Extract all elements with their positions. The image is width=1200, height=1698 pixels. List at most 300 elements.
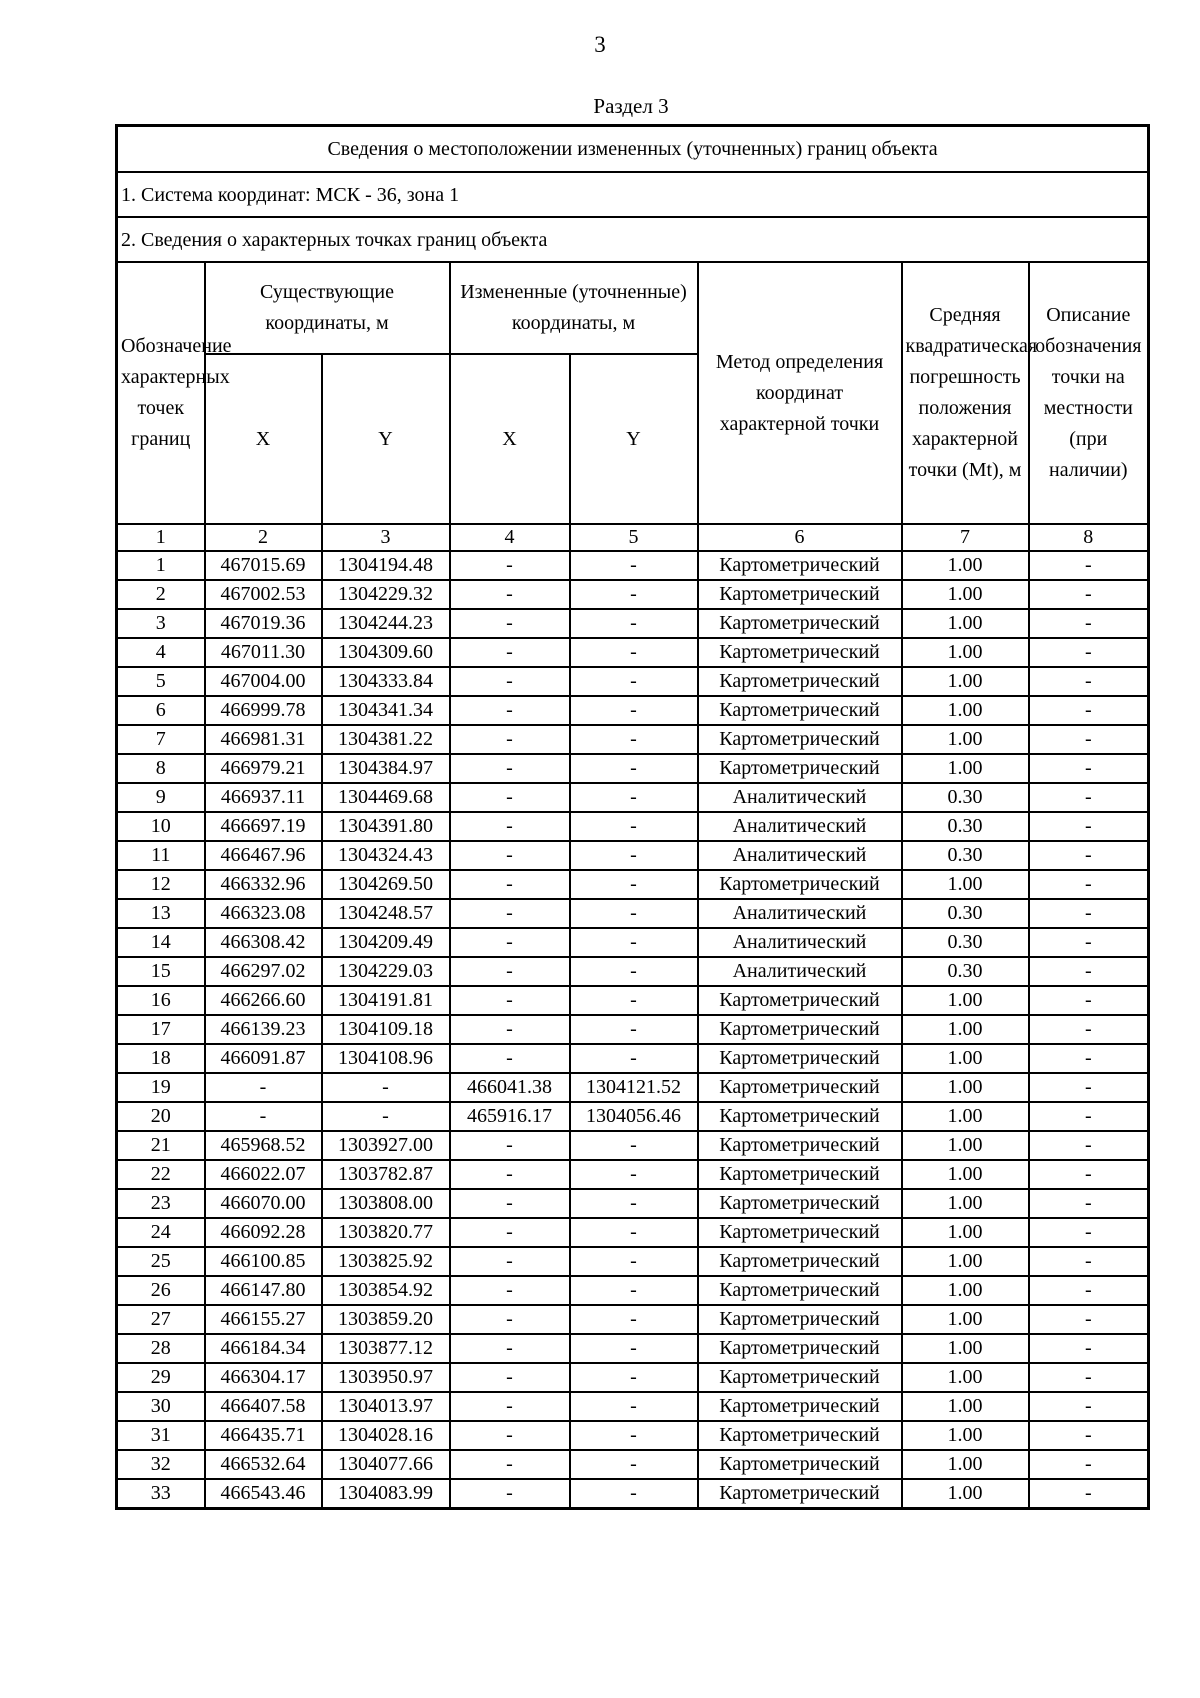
method-cell: Картометрический <box>698 1247 902 1276</box>
description-cell: - <box>1029 638 1149 667</box>
error-cell: 1.00 <box>902 1015 1029 1044</box>
method-cell: Картометрический <box>698 1363 902 1392</box>
point-number-cell: 33 <box>117 1479 205 1509</box>
existing-y-cell: 1304384.97 <box>322 754 450 783</box>
existing-y-cell: 1304309.60 <box>322 638 450 667</box>
table-title: Сведения о местоположении измененных (уточненных) границ объекта <box>117 126 1149 173</box>
existing-y-cell: 1304108.96 <box>322 1044 450 1073</box>
error-cell: 1.00 <box>902 1160 1029 1189</box>
changed-x-cell: - <box>450 1218 570 1247</box>
table-row <box>117 1450 1149 1479</box>
column-number: 6 <box>698 524 902 551</box>
existing-x-cell: 466323.08 <box>205 899 322 928</box>
description-cell: - <box>1029 1450 1149 1479</box>
description-cell: - <box>1029 899 1149 928</box>
existing-x-cell: 466937.11 <box>205 783 322 812</box>
existing-y-cell: 1304229.32 <box>322 580 450 609</box>
existing-y-cell: 1303825.92 <box>322 1247 450 1276</box>
table-row <box>117 1160 1149 1189</box>
changed-y-cell: - <box>570 986 698 1015</box>
method-cell: Картометрический <box>698 1189 902 1218</box>
table-row <box>117 928 1149 957</box>
method-cell: Картометрический <box>698 696 902 725</box>
existing-y-cell: 1303782.87 <box>322 1160 450 1189</box>
existing-x-cell: 466543.46 <box>205 1479 322 1509</box>
table-row <box>117 667 1149 696</box>
header-changed-x: X <box>450 354 570 524</box>
error-cell: 1.00 <box>902 1479 1029 1509</box>
header-method: Метод определения координат характерной точки <box>698 262 902 524</box>
changed-x-cell: - <box>450 725 570 754</box>
header-existing-y: Y <box>322 354 450 524</box>
changed-y-cell: - <box>570 870 698 899</box>
method-cell: Картометрический <box>698 609 902 638</box>
point-number-cell: 3 <box>117 609 205 638</box>
changed-x-cell: - <box>450 1015 570 1044</box>
error-cell: 1.00 <box>902 1450 1029 1479</box>
point-number-cell: 5 <box>117 667 205 696</box>
changed-y-cell: 1304056.46 <box>570 1102 698 1131</box>
description-cell: - <box>1029 1189 1149 1218</box>
method-cell: Картометрический <box>698 1044 902 1073</box>
changed-x-cell: - <box>450 1044 570 1073</box>
changed-x-cell: - <box>450 580 570 609</box>
table-row <box>117 957 1149 986</box>
changed-y-cell: 1304121.52 <box>570 1073 698 1102</box>
method-cell: Картометрический <box>698 580 902 609</box>
existing-x-cell: 466297.02 <box>205 957 322 986</box>
existing-x-cell: 467011.30 <box>205 638 322 667</box>
header-description: Описание обозначения точки на местности (при наличии) <box>1029 262 1149 524</box>
point-number-cell: 24 <box>117 1218 205 1247</box>
existing-x-cell: - <box>205 1073 322 1102</box>
method-cell: Картометрический <box>698 1421 902 1450</box>
table-row <box>117 725 1149 754</box>
changed-y-cell: - <box>570 812 698 841</box>
changed-x-cell: - <box>450 1160 570 1189</box>
changed-x-cell: - <box>450 1392 570 1421</box>
error-cell: 1.00 <box>902 1131 1029 1160</box>
existing-y-cell: 1304194.48 <box>322 551 450 580</box>
table-row <box>117 841 1149 870</box>
existing-y-cell: 1303820.77 <box>322 1218 450 1247</box>
table-row <box>117 1131 1149 1160</box>
error-cell: 1.00 <box>902 551 1029 580</box>
error-cell: 1.00 <box>902 609 1029 638</box>
point-number-cell: 2 <box>117 580 205 609</box>
column-numbers-row <box>117 524 1149 551</box>
error-cell: 1.00 <box>902 1247 1029 1276</box>
description-cell: - <box>1029 580 1149 609</box>
point-number-cell: 6 <box>117 696 205 725</box>
table-row <box>117 1421 1149 1450</box>
changed-y-cell: - <box>570 725 698 754</box>
changed-y-cell: - <box>570 1276 698 1305</box>
description-cell: - <box>1029 957 1149 986</box>
existing-x-cell: 466332.96 <box>205 870 322 899</box>
table-row <box>117 1189 1149 1218</box>
existing-x-cell: 466304.17 <box>205 1363 322 1392</box>
description-cell: - <box>1029 812 1149 841</box>
existing-y-cell: 1304381.22 <box>322 725 450 754</box>
changed-y-cell: - <box>570 580 698 609</box>
table-row <box>117 870 1149 899</box>
existing-y-cell: 1304269.50 <box>322 870 450 899</box>
changed-x-cell: - <box>450 899 570 928</box>
existing-x-cell: 467015.69 <box>205 551 322 580</box>
table-row <box>117 783 1149 812</box>
point-number-cell: 30 <box>117 1392 205 1421</box>
table-row <box>117 580 1149 609</box>
changed-x-cell: - <box>450 754 570 783</box>
table-row <box>117 754 1149 783</box>
existing-y-cell: 1304333.84 <box>322 667 450 696</box>
coordinate-system: 1. Система координат: МСК - 36, зона 1 <box>117 172 1149 217</box>
existing-y-cell: 1303927.00 <box>322 1131 450 1160</box>
header-existing-x: X <box>205 354 322 524</box>
description-cell: - <box>1029 1102 1149 1131</box>
existing-y-cell: 1304341.34 <box>322 696 450 725</box>
error-cell: 1.00 <box>902 725 1029 754</box>
error-cell: 1.00 <box>902 1421 1029 1450</box>
changed-y-cell: - <box>570 928 698 957</box>
changed-x-cell: - <box>450 1421 570 1450</box>
point-number-cell: 20 <box>117 1102 205 1131</box>
changed-y-cell: - <box>570 1392 698 1421</box>
method-cell: Картометрический <box>698 1450 902 1479</box>
data-rows <box>117 551 1149 1509</box>
point-number-cell: 22 <box>117 1160 205 1189</box>
method-cell: Картометрический <box>698 1073 902 1102</box>
page-number: 3 <box>594 32 606 57</box>
description-cell: - <box>1029 928 1149 957</box>
method-cell: Картометрический <box>698 551 902 580</box>
error-cell: 0.30 <box>902 899 1029 928</box>
existing-y-cell: 1303859.20 <box>322 1305 450 1334</box>
description-cell: - <box>1029 1363 1149 1392</box>
column-number: 2 <box>205 524 322 551</box>
method-cell: Картометрический <box>698 986 902 1015</box>
existing-x-cell: 466070.00 <box>205 1189 322 1218</box>
error-cell: 0.30 <box>902 957 1029 986</box>
error-cell: 1.00 <box>902 667 1029 696</box>
existing-y-cell: 1304248.57 <box>322 899 450 928</box>
point-number-cell: 8 <box>117 754 205 783</box>
existing-x-cell: 466092.28 <box>205 1218 322 1247</box>
point-number-cell: 16 <box>117 986 205 1015</box>
existing-x-cell: 466308.42 <box>205 928 322 957</box>
point-number-cell: 19 <box>117 1073 205 1102</box>
point-number-cell: 13 <box>117 899 205 928</box>
changed-y-cell: - <box>570 1160 698 1189</box>
method-cell: Картометрический <box>698 1276 902 1305</box>
description-cell: - <box>1029 1392 1149 1421</box>
existing-x-cell: 466532.64 <box>205 1450 322 1479</box>
description-cell: - <box>1029 725 1149 754</box>
description-cell: - <box>1029 1305 1149 1334</box>
description-cell: - <box>1029 1218 1149 1247</box>
point-number-cell: 27 <box>117 1305 205 1334</box>
changed-y-cell: - <box>570 1189 698 1218</box>
point-number-cell: 10 <box>117 812 205 841</box>
method-cell: Картометрический <box>698 1160 902 1189</box>
point-number-cell: 4 <box>117 638 205 667</box>
method-cell: Картометрический <box>698 754 902 783</box>
existing-x-cell: - <box>205 1102 322 1131</box>
existing-y-cell: 1304324.43 <box>322 841 450 870</box>
changed-x-cell: - <box>450 928 570 957</box>
changed-x-cell: - <box>450 1189 570 1218</box>
error-cell: 0.30 <box>902 812 1029 841</box>
description-cell: - <box>1029 1421 1149 1450</box>
point-number-cell: 29 <box>117 1363 205 1392</box>
point-number-cell: 21 <box>117 1131 205 1160</box>
description-cell: - <box>1029 1276 1149 1305</box>
point-number-cell: 25 <box>117 1247 205 1276</box>
existing-y-cell: 1304391.80 <box>322 812 450 841</box>
table-row <box>117 1218 1149 1247</box>
changed-y-cell: - <box>570 1479 698 1509</box>
existing-y-cell: 1304191.81 <box>322 986 450 1015</box>
existing-y-cell: 1304244.23 <box>322 609 450 638</box>
method-cell: Картометрический <box>698 638 902 667</box>
method-cell: Аналитический <box>698 812 902 841</box>
existing-y-cell: 1304469.68 <box>322 783 450 812</box>
table-row <box>117 1073 1149 1102</box>
error-cell: 1.00 <box>902 1189 1029 1218</box>
method-cell: Картометрический <box>698 667 902 696</box>
description-cell: - <box>1029 667 1149 696</box>
point-number-cell: 9 <box>117 783 205 812</box>
changed-x-cell: - <box>450 957 570 986</box>
method-cell: Картометрический <box>698 725 902 754</box>
existing-x-cell: 467019.36 <box>205 609 322 638</box>
table-row <box>117 986 1149 1015</box>
description-cell: - <box>1029 1247 1149 1276</box>
method-cell: Аналитический <box>698 899 902 928</box>
error-cell: 1.00 <box>902 1276 1029 1305</box>
existing-x-cell: 466467.96 <box>205 841 322 870</box>
changed-x-cell: - <box>450 1450 570 1479</box>
changed-y-cell: - <box>570 609 698 638</box>
table-row <box>117 1276 1149 1305</box>
existing-y-cell: 1304229.03 <box>322 957 450 986</box>
changed-x-cell: - <box>450 551 570 580</box>
changed-x-cell: 465916.17 <box>450 1102 570 1131</box>
existing-y-cell: 1304209.49 <box>322 928 450 957</box>
description-cell: - <box>1029 783 1149 812</box>
changed-y-cell: - <box>570 1044 698 1073</box>
error-cell: 1.00 <box>902 1363 1029 1392</box>
boundary-points-table <box>115 124 1150 1510</box>
method-cell: Картометрический <box>698 1015 902 1044</box>
point-number-cell: 17 <box>117 1015 205 1044</box>
error-cell: 1.00 <box>902 1218 1029 1247</box>
header-designation: Обозначение характерных точек границ <box>117 262 205 524</box>
point-number-cell: 7 <box>117 725 205 754</box>
table-row <box>117 1363 1149 1392</box>
existing-y-cell: 1303950.97 <box>322 1363 450 1392</box>
changed-y-cell: - <box>570 667 698 696</box>
changed-y-cell: - <box>570 1450 698 1479</box>
error-cell: 1.00 <box>902 1044 1029 1073</box>
existing-x-cell: 466979.21 <box>205 754 322 783</box>
point-number-cell: 31 <box>117 1421 205 1450</box>
existing-y-cell: 1303877.12 <box>322 1334 450 1363</box>
error-cell: 1.00 <box>902 986 1029 1015</box>
changed-y-cell: - <box>570 841 698 870</box>
table-row <box>117 1334 1149 1363</box>
table-row <box>117 1044 1149 1073</box>
changed-y-cell: - <box>570 783 698 812</box>
changed-y-cell: - <box>570 1421 698 1450</box>
existing-y-cell: 1304109.18 <box>322 1015 450 1044</box>
method-cell: Картометрический <box>698 1218 902 1247</box>
description-cell: - <box>1029 696 1149 725</box>
changed-x-cell: - <box>450 638 570 667</box>
changed-x-cell: - <box>450 841 570 870</box>
existing-x-cell: 466407.58 <box>205 1392 322 1421</box>
table-row <box>117 1305 1149 1334</box>
column-number: 7 <box>902 524 1029 551</box>
existing-y-cell: - <box>322 1073 450 1102</box>
description-cell: - <box>1029 1334 1149 1363</box>
description-cell: - <box>1029 841 1149 870</box>
existing-y-cell: 1303808.00 <box>322 1189 450 1218</box>
changed-x-cell: - <box>450 1479 570 1509</box>
point-number-cell: 23 <box>117 1189 205 1218</box>
description-cell: - <box>1029 986 1149 1015</box>
error-cell: 1.00 <box>902 580 1029 609</box>
error-cell: 1.00 <box>902 1334 1029 1363</box>
existing-x-cell: 466155.27 <box>205 1305 322 1334</box>
changed-y-cell: - <box>570 1305 698 1334</box>
existing-y-cell: 1304013.97 <box>322 1392 450 1421</box>
table-row <box>117 1015 1149 1044</box>
column-number: 5 <box>570 524 698 551</box>
method-cell: Картометрический <box>698 1131 902 1160</box>
existing-x-cell: 466147.80 <box>205 1276 322 1305</box>
existing-y-cell: - <box>322 1102 450 1131</box>
changed-y-cell: - <box>570 1218 698 1247</box>
table-row <box>117 551 1149 580</box>
changed-x-cell: 466041.38 <box>450 1073 570 1102</box>
description-cell: - <box>1029 1479 1149 1509</box>
changed-y-cell: - <box>570 1247 698 1276</box>
table-row <box>117 899 1149 928</box>
changed-x-cell: - <box>450 1131 570 1160</box>
existing-x-cell: 466139.23 <box>205 1015 322 1044</box>
existing-x-cell: 466697.19 <box>205 812 322 841</box>
header-changed-coordinates: Измененные (уточненные) координаты, м <box>450 262 698 354</box>
changed-x-cell: - <box>450 870 570 899</box>
changed-y-cell: - <box>570 638 698 667</box>
table-row <box>117 1479 1149 1509</box>
method-cell: Аналитический <box>698 928 902 957</box>
error-cell: 1.00 <box>902 1305 1029 1334</box>
method-cell: Картометрический <box>698 1479 902 1509</box>
section-title: Раздел 3 <box>593 94 669 118</box>
existing-x-cell: 467004.00 <box>205 667 322 696</box>
changed-y-cell: - <box>570 1334 698 1363</box>
column-number: 8 <box>1029 524 1149 551</box>
changed-x-cell: - <box>450 667 570 696</box>
existing-x-cell: 465968.52 <box>205 1131 322 1160</box>
description-cell: - <box>1029 754 1149 783</box>
existing-x-cell: 466981.31 <box>205 725 322 754</box>
description-cell: - <box>1029 551 1149 580</box>
points-heading: 2. Сведения о характерных точках границ объекта <box>117 217 1149 262</box>
table-row <box>117 609 1149 638</box>
changed-x-cell: - <box>450 1334 570 1363</box>
description-cell: - <box>1029 1015 1149 1044</box>
table-row <box>117 638 1149 667</box>
existing-y-cell: 1304083.99 <box>322 1479 450 1509</box>
changed-x-cell: - <box>450 986 570 1015</box>
method-cell: Аналитический <box>698 841 902 870</box>
table-row <box>117 1102 1149 1131</box>
changed-x-cell: - <box>450 1276 570 1305</box>
description-cell: - <box>1029 870 1149 899</box>
error-cell: 1.00 <box>902 696 1029 725</box>
existing-y-cell: 1304077.66 <box>322 1450 450 1479</box>
existing-x-cell: 466091.87 <box>205 1044 322 1073</box>
existing-y-cell: 1303854.92 <box>322 1276 450 1305</box>
error-cell: 1.00 <box>902 1392 1029 1421</box>
changed-y-cell: - <box>570 1015 698 1044</box>
method-cell: Аналитический <box>698 783 902 812</box>
error-cell: 1.00 <box>902 1102 1029 1131</box>
error-cell: 0.30 <box>902 783 1029 812</box>
table-row <box>117 1392 1149 1421</box>
changed-x-cell: - <box>450 609 570 638</box>
method-cell: Картометрический <box>698 1334 902 1363</box>
changed-x-cell: - <box>450 812 570 841</box>
description-cell: - <box>1029 1131 1149 1160</box>
table-row <box>117 696 1149 725</box>
changed-y-cell: - <box>570 1131 698 1160</box>
changed-y-cell: - <box>570 551 698 580</box>
existing-x-cell: 466999.78 <box>205 696 322 725</box>
point-number-cell: 28 <box>117 1334 205 1363</box>
method-cell: Картометрический <box>698 1305 902 1334</box>
point-number-cell: 18 <box>117 1044 205 1073</box>
method-cell: Картометрический <box>698 1392 902 1421</box>
header-changed-y: Y <box>570 354 698 524</box>
method-cell: Аналитический <box>698 957 902 986</box>
changed-x-cell: - <box>450 1305 570 1334</box>
table-row <box>117 812 1149 841</box>
column-number: 4 <box>450 524 570 551</box>
point-number-cell: 32 <box>117 1450 205 1479</box>
method-cell: Картометрический <box>698 870 902 899</box>
changed-y-cell: - <box>570 754 698 783</box>
changed-y-cell: - <box>570 957 698 986</box>
point-number-cell: 26 <box>117 1276 205 1305</box>
existing-x-cell: 466435.71 <box>205 1421 322 1450</box>
point-number-cell: 12 <box>117 870 205 899</box>
description-cell: - <box>1029 1160 1149 1189</box>
table-row <box>117 1247 1149 1276</box>
existing-x-cell: 466266.60 <box>205 986 322 1015</box>
method-cell: Картометрический <box>698 1102 902 1131</box>
existing-y-cell: 1304028.16 <box>322 1421 450 1450</box>
header-error: Средняя квадратическая погрешность положения характерной точки (Mt), м <box>902 262 1029 524</box>
point-number-cell: 14 <box>117 928 205 957</box>
existing-x-cell: 467002.53 <box>205 580 322 609</box>
column-number: 1 <box>117 524 205 551</box>
error-cell: 1.00 <box>902 870 1029 899</box>
